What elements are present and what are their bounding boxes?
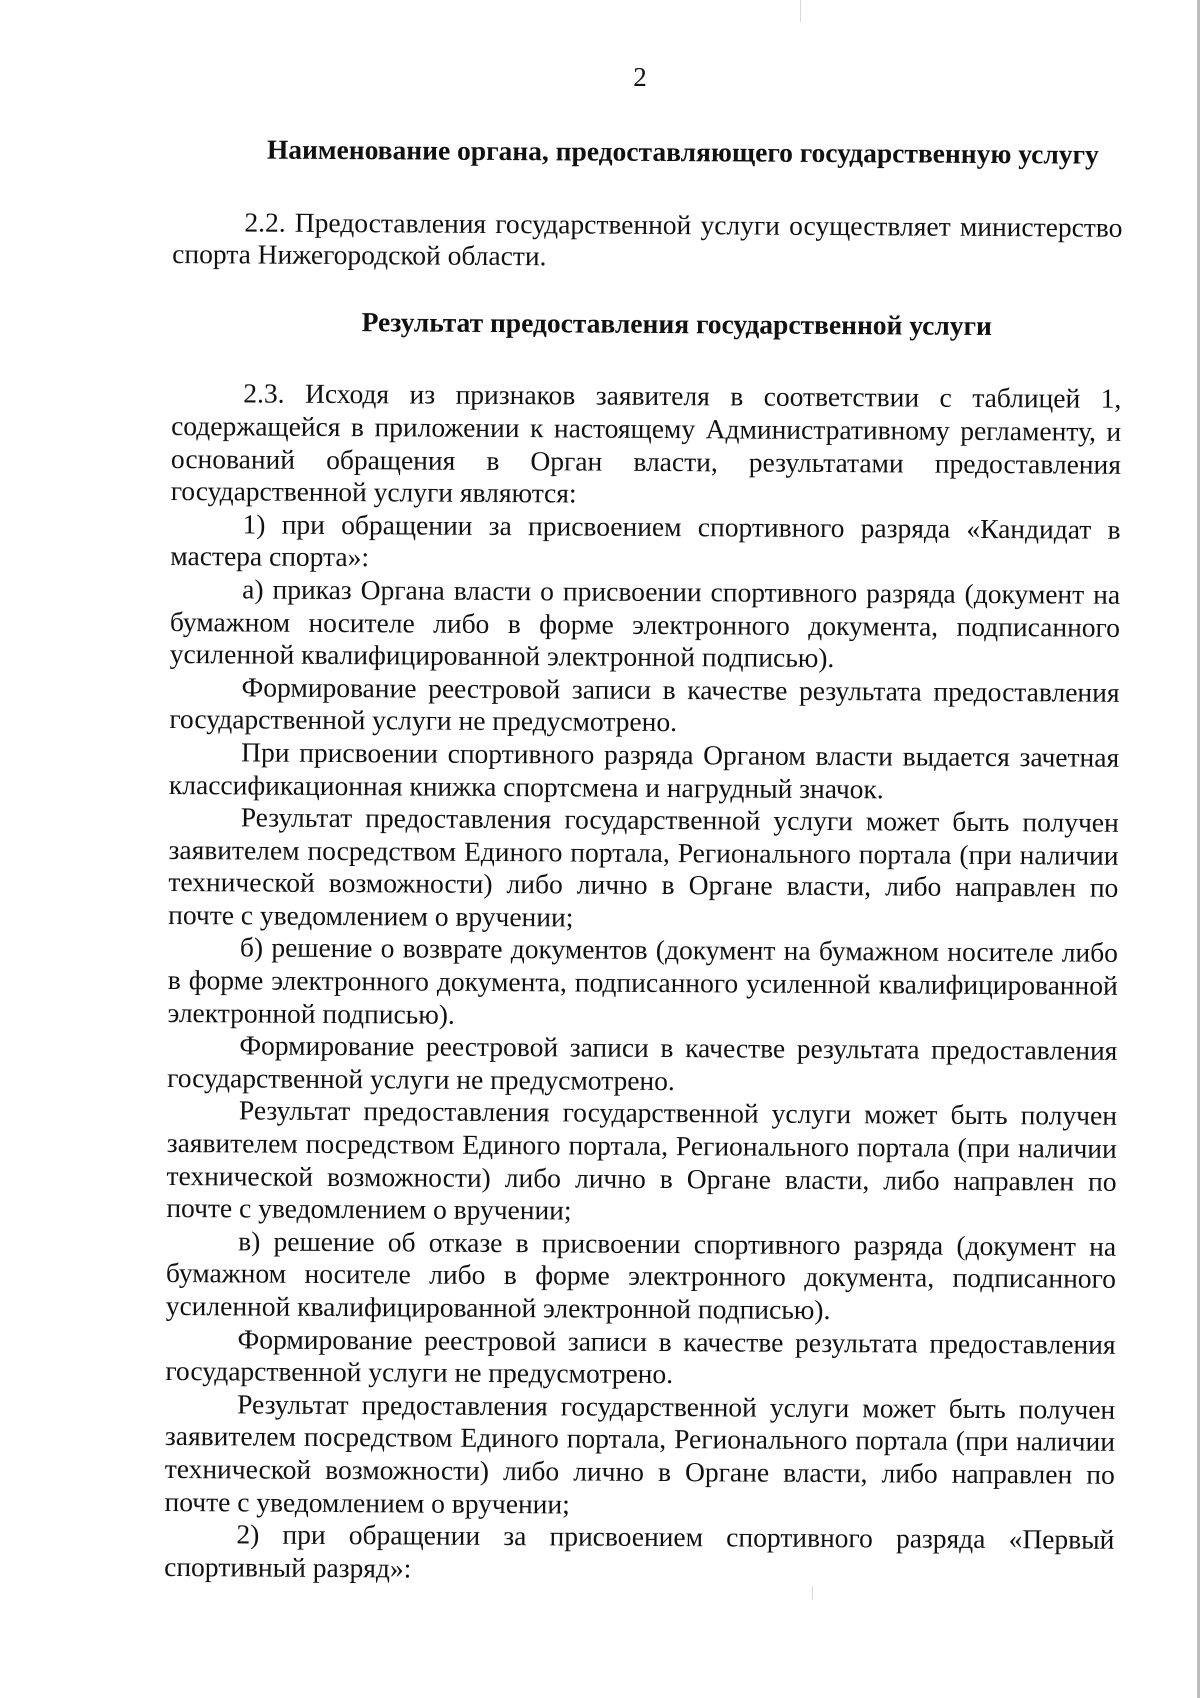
- document-body: [164, 125, 1123, 1589]
- paragraph-delivery-note-1: Результат предоставления государственной услуги может быть получен заявителем посредством Единого портала, Регионального портала (при наличии технической возможности) либо лично в Органе власти, либо направлен по почте с уведомлением о вручении;: [168, 801, 1119, 933]
- paragraph-item-a: а) приказ Органа власти о присвоении спортивного разряда (документ на бумажном носителе либо в форме электронного документа, подписанного усиленной квалифицированной электронной подписью).: [169, 573, 1121, 674]
- paragraph-registry-note-3: Формирование реестровой записи в качестве результата предоставления государственной услуги не предусмотрено.: [165, 1323, 1116, 1390]
- paragraph-registry-note-2: Формирование реестровой записи в качестве результата предоставления государственной услуги не предусмотрено.: [167, 1029, 1118, 1096]
- paragraph-item-2: 2) при обращении за присвоением спортивного разряда «Первый спортивный разряд»:: [164, 1518, 1115, 1584]
- paragraph-registry-note-1: Формирование реестровой записи в качестве результата предоставления государственной услуги не предусмотрено.: [169, 671, 1120, 738]
- section-heading-authority: Наименование органа, предоставляющего государственную услугу: [266, 133, 1099, 170]
- paragraph-item-b: б) решение о возврате документов (документ на бумажном носителе либо в форме электронного документа, подписанного усиленной квалифицированной электронной подписью).: [167, 931, 1119, 1030]
- page-number: 2: [633, 62, 647, 92]
- paragraph-award-note: При присвоении спортивного разряда Органом власти выдается зачетная классификационная книжка спортсмена и нагрудный значок.: [168, 736, 1120, 804]
- paragraph-item-1: 1) при обращении за присвоением спортивного разряда «Кандидат в мастера спорта»:: [170, 508, 1121, 573]
- paragraph-2-3: 2.3. Исходя из признаков заявителя в соответствии с таблицей 1, содержащейся в приложении к настоящему Административному регламенту, и оснований обращения в Орган власти, результатами предоставления государственной услуги являются:: [170, 377, 1122, 509]
- paragraph-item-v: в) решение об отказе в присвоении спортивного разряда (документ на бумажном носителе либо в форме электронного документа, подписанного усиленной квалифицированной электронной подписью).: [165, 1225, 1117, 1326]
- paragraph-2-2: 2.2. Предоставления государственной услуги осуществляет министерство спорта Нижегородской области.: [172, 206, 1123, 272]
- section-heading-result: Результат предоставления государственной услуги: [361, 305, 993, 341]
- paragraph-delivery-note-2: Результат предоставления государственной услуги может быть получен заявителем посредством Единого портала, Регионального портала (при наличии технической возможности) либо лично в Органе власти, либо направлен по почте с уведомлением о вручении;: [166, 1094, 1118, 1226]
- scan-artifact-top: [800, 0, 801, 22]
- scan-artifact-bottom: [812, 1586, 813, 1600]
- paragraph-delivery-note-3: Результат предоставления государственной услуги может быть получен заявителем посредством Единого портала, Регионального портала (при наличии технической возможности) либо лично в Органе власти, либо направлен по почте с уведомлением о вручении;: [164, 1388, 1116, 1520]
